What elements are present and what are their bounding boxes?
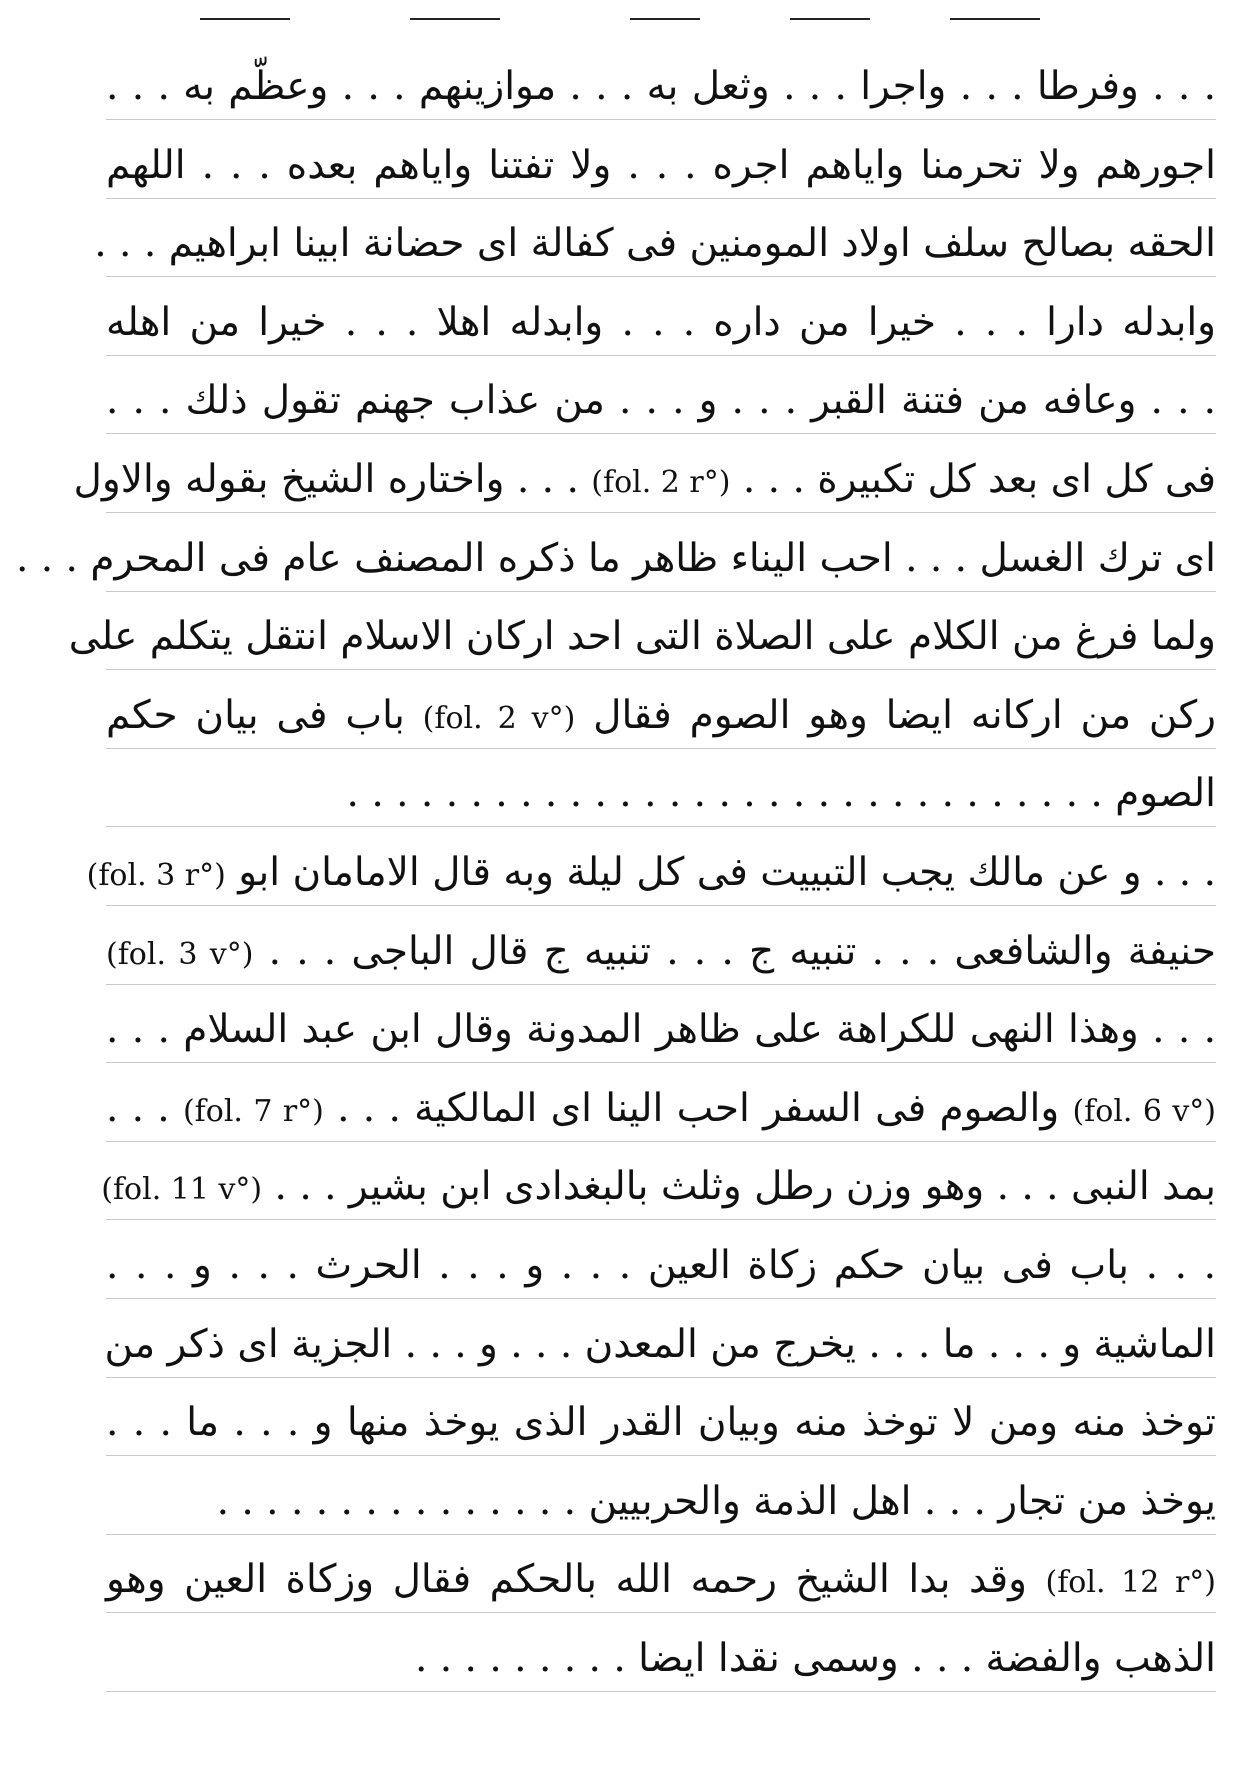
baseline-rule — [106, 983, 1216, 985]
text-line — [106, 1551, 1216, 1609]
baseline-rule — [106, 1218, 1216, 1220]
baseline-rule — [106, 197, 1216, 199]
text-line — [15, 530, 1216, 588]
line-text: . . . باب فى بيان حكم زكاة العين . . . و . . . الحرث . . . و . . . — [106, 1243, 1216, 1288]
text-line — [106, 1080, 1216, 1138]
baseline-rule — [106, 904, 1216, 906]
text-line — [106, 923, 1216, 981]
text-line — [106, 1001, 1216, 1059]
text-line — [106, 765, 1216, 823]
line-text: والصوم فى السفر احب الينا اى المالكية . . . — [337, 1085, 1060, 1131]
baseline-rule — [106, 1611, 1216, 1613]
line-text: الصوم . . . . . . . . . . . . . . . . . . . . . . . . . . . . . . . — [346, 771, 1216, 817]
baseline-rule — [106, 1297, 1216, 1299]
folio-reference: (fol. 3 r°) — [86, 858, 226, 893]
text-line — [106, 294, 1216, 352]
folio-reference: (fol. 12 r°) — [1045, 1565, 1216, 1601]
baseline-rule — [106, 118, 1216, 120]
header-rule-marks — [150, 18, 1050, 22]
line-text: حنيفة والشافعى . . . تنبيه ج . . . تنبيه ج قال الباجى . . . — [268, 928, 1217, 974]
text-line — [106, 1237, 1216, 1295]
text-line — [106, 687, 1216, 745]
text-line — [106, 58, 1216, 116]
line-text: . . . وهذا النهى للكراهة على ظاهر المدونة وقال ابن عبد السلام . . . — [106, 1007, 1216, 1053]
line-text: . . . واختاره الشيخ بقوله والاول — [73, 457, 579, 502]
baseline-rule — [106, 1140, 1216, 1142]
line-text: . . . — [106, 1085, 170, 1131]
text-line — [73, 451, 1216, 509]
line-text: الذهب والفضة . . . وسمى نقدا ايضا . . . . . . . . . — [414, 1636, 1216, 1681]
text-line — [101, 1158, 1216, 1216]
line-text: باب فى بيان حكم — [106, 692, 405, 738]
line-text: الماشية و . . . ما . . . يخرج من المعدن . . . و . . . الجزية اى ذكر من — [104, 1321, 1216, 1367]
text-line — [86, 844, 1216, 902]
baseline-rule — [106, 1376, 1216, 1378]
text-line — [106, 1394, 1216, 1452]
line-text: اى ترك الغسل . . . احب اليناء ظاهر ما ذكره المصنف عام فى المحرم . . . — [15, 535, 1216, 581]
line-text: . . . و عن مالك يجب التبييت فى كل ليلة وبه قال الامامان ابو — [238, 850, 1216, 895]
text-line — [106, 1316, 1216, 1374]
folio-reference: (fol. 11 v°) — [101, 1172, 263, 1208]
baseline-rule — [106, 747, 1216, 749]
folio-reference: (fol. 2 v°) — [422, 700, 576, 736]
line-text: الحقه بصالح سلف اولاد المومنين فى كفالة اى حضانة ابينا ابراهيم . . . — [94, 221, 1216, 267]
baseline-rule — [106, 1454, 1216, 1456]
line-text: . . . وعافه من فتنة القبر . . . و . . . من عذاب جهنم تقول ذلك . . . — [106, 378, 1216, 424]
folio-reference: (fol. 3 v°) — [106, 936, 254, 972]
text-line — [106, 1473, 1216, 1531]
baseline-rule — [106, 590, 1216, 592]
text-line — [106, 372, 1216, 430]
line-text: وقد بدا الشيخ رحمه الله بالحكم فقال وزكاة العين وهو — [106, 1557, 1027, 1603]
line-text: فى كل اى بعد كل تكبيرة . . . — [742, 457, 1216, 502]
line-text: اجورهم ولا تحرمنا واياهم اجره . . . ولا تفتنا واياهم بعده . . . اللهم — [106, 142, 1216, 188]
line-text: . . . وفرطا . . . واجرا . . . وثعل به . . . موازينهم . . . وعظّم به . . . — [106, 64, 1216, 109]
line-text: ركن من اركانه ايضا وهو الصوم فقال — [593, 692, 1217, 738]
baseline-rule — [106, 1061, 1216, 1063]
line-text: يوخذ من تجار . . . اهل الذمة والحربيين . . . . . . . . . . . . . . . — [216, 1478, 1216, 1524]
folio-reference: (fol. 7 r°) — [182, 1093, 324, 1129]
baseline-rule — [106, 511, 1216, 513]
line-text: ولما فرغ من الكلام على الصلاة التى احد اركان الاسلام انتقل يتكلم على — [68, 614, 1216, 660]
line-text: توخذ منه ومن لا توخذ منه وبيان القدر الذى يوخذ منها و . . . ما . . . — [106, 1400, 1216, 1446]
text-line — [94, 215, 1216, 273]
baseline-rule — [106, 275, 1216, 277]
baseline-rule — [106, 1690, 1216, 1692]
folio-reference: (fol. 6 v°) — [1072, 1093, 1216, 1129]
baseline-rule — [106, 354, 1216, 356]
baseline-rule — [106, 825, 1216, 827]
baseline-rule — [106, 1533, 1216, 1535]
folio-reference: (fol. 2 r°) — [591, 465, 731, 500]
line-text: وابدله دارا . . . خيرا من داره . . . وابدله اهلا . . . خيرا من اهله — [106, 299, 1216, 345]
text-line — [106, 1630, 1216, 1688]
text-line — [68, 608, 1216, 666]
text-line — [106, 137, 1216, 195]
line-text: بمد النبى . . . وهو وزن رطل وثلث بالبغدادى ابن بشير . . . — [274, 1164, 1216, 1210]
baseline-rule — [106, 668, 1216, 670]
baseline-rule — [106, 432, 1216, 434]
